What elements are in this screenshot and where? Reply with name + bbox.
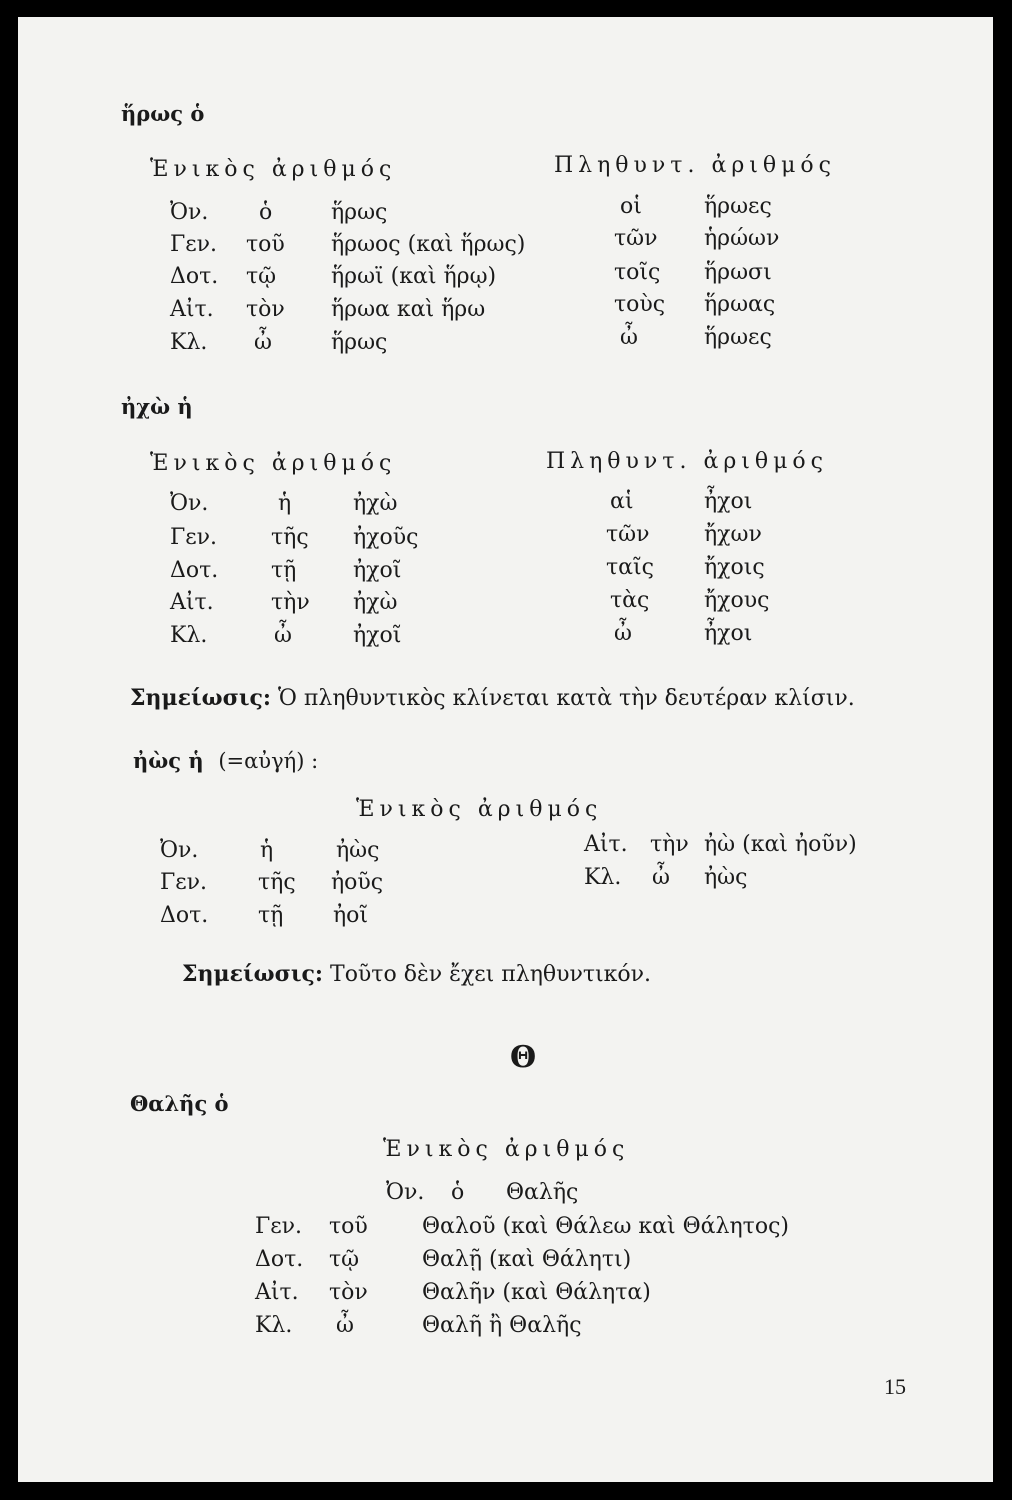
echo-sg-article: ἡ xyxy=(278,491,292,516)
heros-plural-header: Πληθυντ. ἀριθμός xyxy=(554,153,836,178)
thales-article: τῷ xyxy=(329,1247,360,1272)
echo-sg-case: Ὀν. xyxy=(170,491,209,516)
echo-sg-article: ὦ xyxy=(274,623,292,648)
echo-pl-article: ταῖς xyxy=(606,555,654,580)
eos-form: ἠὼς xyxy=(704,865,748,890)
eos-form: ἠὼ (καὶ ἠοῦν) xyxy=(704,832,857,857)
echo-sg-case: Κλ. xyxy=(170,623,208,648)
eos-case: Αἰτ. xyxy=(584,832,628,857)
heros-sg-case: Δοτ. xyxy=(170,264,219,289)
thales-form: Θαλῆ ἢ Θαλῆς xyxy=(422,1313,582,1338)
echo-pl-form: ἦχοι xyxy=(704,489,753,514)
eos-note xyxy=(182,961,651,987)
note-label: Σημείωσις: xyxy=(182,961,324,987)
eos-singular-header: Ἑνικὸς ἀριθμός xyxy=(356,797,603,822)
heros-pl-form: ἥρωες xyxy=(704,325,772,350)
heros-sg-case: Ὀν. xyxy=(170,200,209,225)
echo-sg-case: Δοτ. xyxy=(170,558,219,583)
heros-pl-form: ἡρώων xyxy=(704,226,780,251)
eos-case: Κλ. xyxy=(584,865,622,890)
echo-pl-article: αἱ xyxy=(610,489,634,514)
eos-article: τὴν xyxy=(650,832,689,857)
eos-case: Ὀν. xyxy=(160,838,199,863)
echo-plural-header: Πληθυντ. ἀριθμός xyxy=(546,449,828,474)
echo-pl-article: τὰς xyxy=(610,588,650,613)
echo-pl-form: ἤχων xyxy=(704,522,762,547)
thales-form: Θαλοῦ (καὶ Θάλεω καὶ Θάλητος) xyxy=(422,1214,789,1239)
heros-pl-article: ὦ xyxy=(620,325,638,350)
echo-sg-article: τῆς xyxy=(271,525,309,550)
echo-sg-form: ἠχοῖ xyxy=(353,623,402,648)
heros-pl-form: ἥρωες xyxy=(704,194,772,219)
heros-singular-header: Ἑνικὸς ἀριθμός xyxy=(150,157,397,182)
thales-singular-header: Ἑνικὸς ἀριθμός xyxy=(383,1137,630,1162)
echo-sg-article: τὴν xyxy=(271,590,310,615)
heros-sg-article: τοῦ xyxy=(246,232,285,257)
heros-sg-case: Αἰτ. xyxy=(170,297,214,322)
entry-heros-lemma: ἥρως ὁ xyxy=(121,101,205,126)
eos-case: Δοτ. xyxy=(160,903,209,928)
eos-article: τῆς xyxy=(258,870,296,895)
note-label: Σημείωσις: xyxy=(130,685,272,711)
heros-sg-article: ὦ xyxy=(254,330,272,355)
eos-case: Γεν. xyxy=(160,870,208,895)
heros-sg-article: τὸν xyxy=(246,297,285,322)
thales-nom-form: Θαλῆς xyxy=(506,1180,579,1205)
entry-eos-lemma: ἠὼς ἡ xyxy=(133,748,204,773)
echo-sg-case: Γεν. xyxy=(170,525,218,550)
thales-article: τοῦ xyxy=(329,1214,368,1239)
book-page xyxy=(18,17,993,1482)
entry-eos-gloss: (=αὐγή) : xyxy=(218,749,319,773)
thales-case: Κλ. xyxy=(255,1313,293,1338)
heros-pl-article: οἱ xyxy=(620,194,642,219)
heros-sg-case: Κλ. xyxy=(170,330,208,355)
eos-form: ἠοῖ xyxy=(333,903,369,928)
eos-form: ἠοῦς xyxy=(331,870,384,895)
note-text: Τοῦτο δὲν ἔχει πληθυντικόν. xyxy=(330,962,652,987)
echo-sg-form: ἠχὼ xyxy=(353,590,398,615)
thales-case: Γεν. xyxy=(255,1214,303,1239)
eos-form: ἠὼς xyxy=(336,838,380,863)
heros-sg-form: ἥρως xyxy=(331,330,388,355)
eos-article: τῇ xyxy=(258,903,284,928)
echo-pl-form: ἦχοι xyxy=(704,621,753,646)
heros-sg-case: Γεν. xyxy=(170,232,218,257)
echo-sg-form: ἠχοῖ xyxy=(353,558,402,583)
thales-form: Θαλῆν (καὶ Θάλητα) xyxy=(422,1280,651,1305)
heros-pl-article: τοῖς xyxy=(614,260,661,285)
echo-singular-header: Ἑνικὸς ἀριθμός xyxy=(150,451,397,476)
page-number: 15 xyxy=(884,1374,906,1399)
heros-sg-form: ἥρωος (καὶ ἥρως) xyxy=(331,232,526,257)
thales-form: Θαλῇ (καὶ Θάλητι) xyxy=(422,1247,632,1272)
heros-pl-article: τῶν xyxy=(614,226,658,251)
heros-sg-form: ἥρωα καὶ ἥρω xyxy=(331,297,486,322)
heros-sg-article: τῷ xyxy=(246,264,277,289)
note-text: Ὁ πληθυντικὸς κλίνεται κατὰ τὴν δευτέραν κλίσιν. xyxy=(278,686,855,711)
heros-sg-article: ὁ xyxy=(259,200,273,225)
heros-pl-article: τοὺς xyxy=(614,292,666,317)
thales-nom-article: ὁ xyxy=(451,1180,465,1205)
echo-pl-article: τῶν xyxy=(606,522,650,547)
heros-pl-form: ἥρωας xyxy=(704,292,776,317)
echo-sg-form: ἠχὼ xyxy=(353,491,398,516)
entry-thales-lemma: Θαλῆς ὁ xyxy=(130,1091,229,1116)
thales-article: ὦ xyxy=(336,1313,354,1338)
echo-sg-article: τῇ xyxy=(271,558,297,583)
eos-article: ἡ xyxy=(260,838,274,863)
entry-eos-line xyxy=(133,748,318,773)
eos-article: ὦ xyxy=(652,865,670,890)
heros-sg-form: ἥρως xyxy=(331,200,388,225)
heros-sg-form: ἥρωϊ (καὶ ἥρῳ) xyxy=(331,264,497,289)
echo-sg-form: ἠχοῦς xyxy=(353,525,419,550)
echo-pl-form: ἤχους xyxy=(704,588,770,613)
thales-article: τὸν xyxy=(329,1280,368,1305)
thales-nom-case: Ὀν. xyxy=(386,1180,425,1205)
entry-echo-lemma: ἠχὼ ἡ xyxy=(121,394,193,419)
echo-note xyxy=(130,685,855,711)
echo-pl-article: ὦ xyxy=(614,621,632,646)
thales-case: Αἰτ. xyxy=(255,1280,299,1305)
echo-sg-case: Αἰτ. xyxy=(170,590,214,615)
heros-pl-form: ἥρωσι xyxy=(704,260,772,285)
echo-pl-form: ἤχοις xyxy=(704,555,765,580)
section-letter-theta: Θ xyxy=(510,1040,537,1075)
thales-case: Δοτ. xyxy=(255,1247,304,1272)
